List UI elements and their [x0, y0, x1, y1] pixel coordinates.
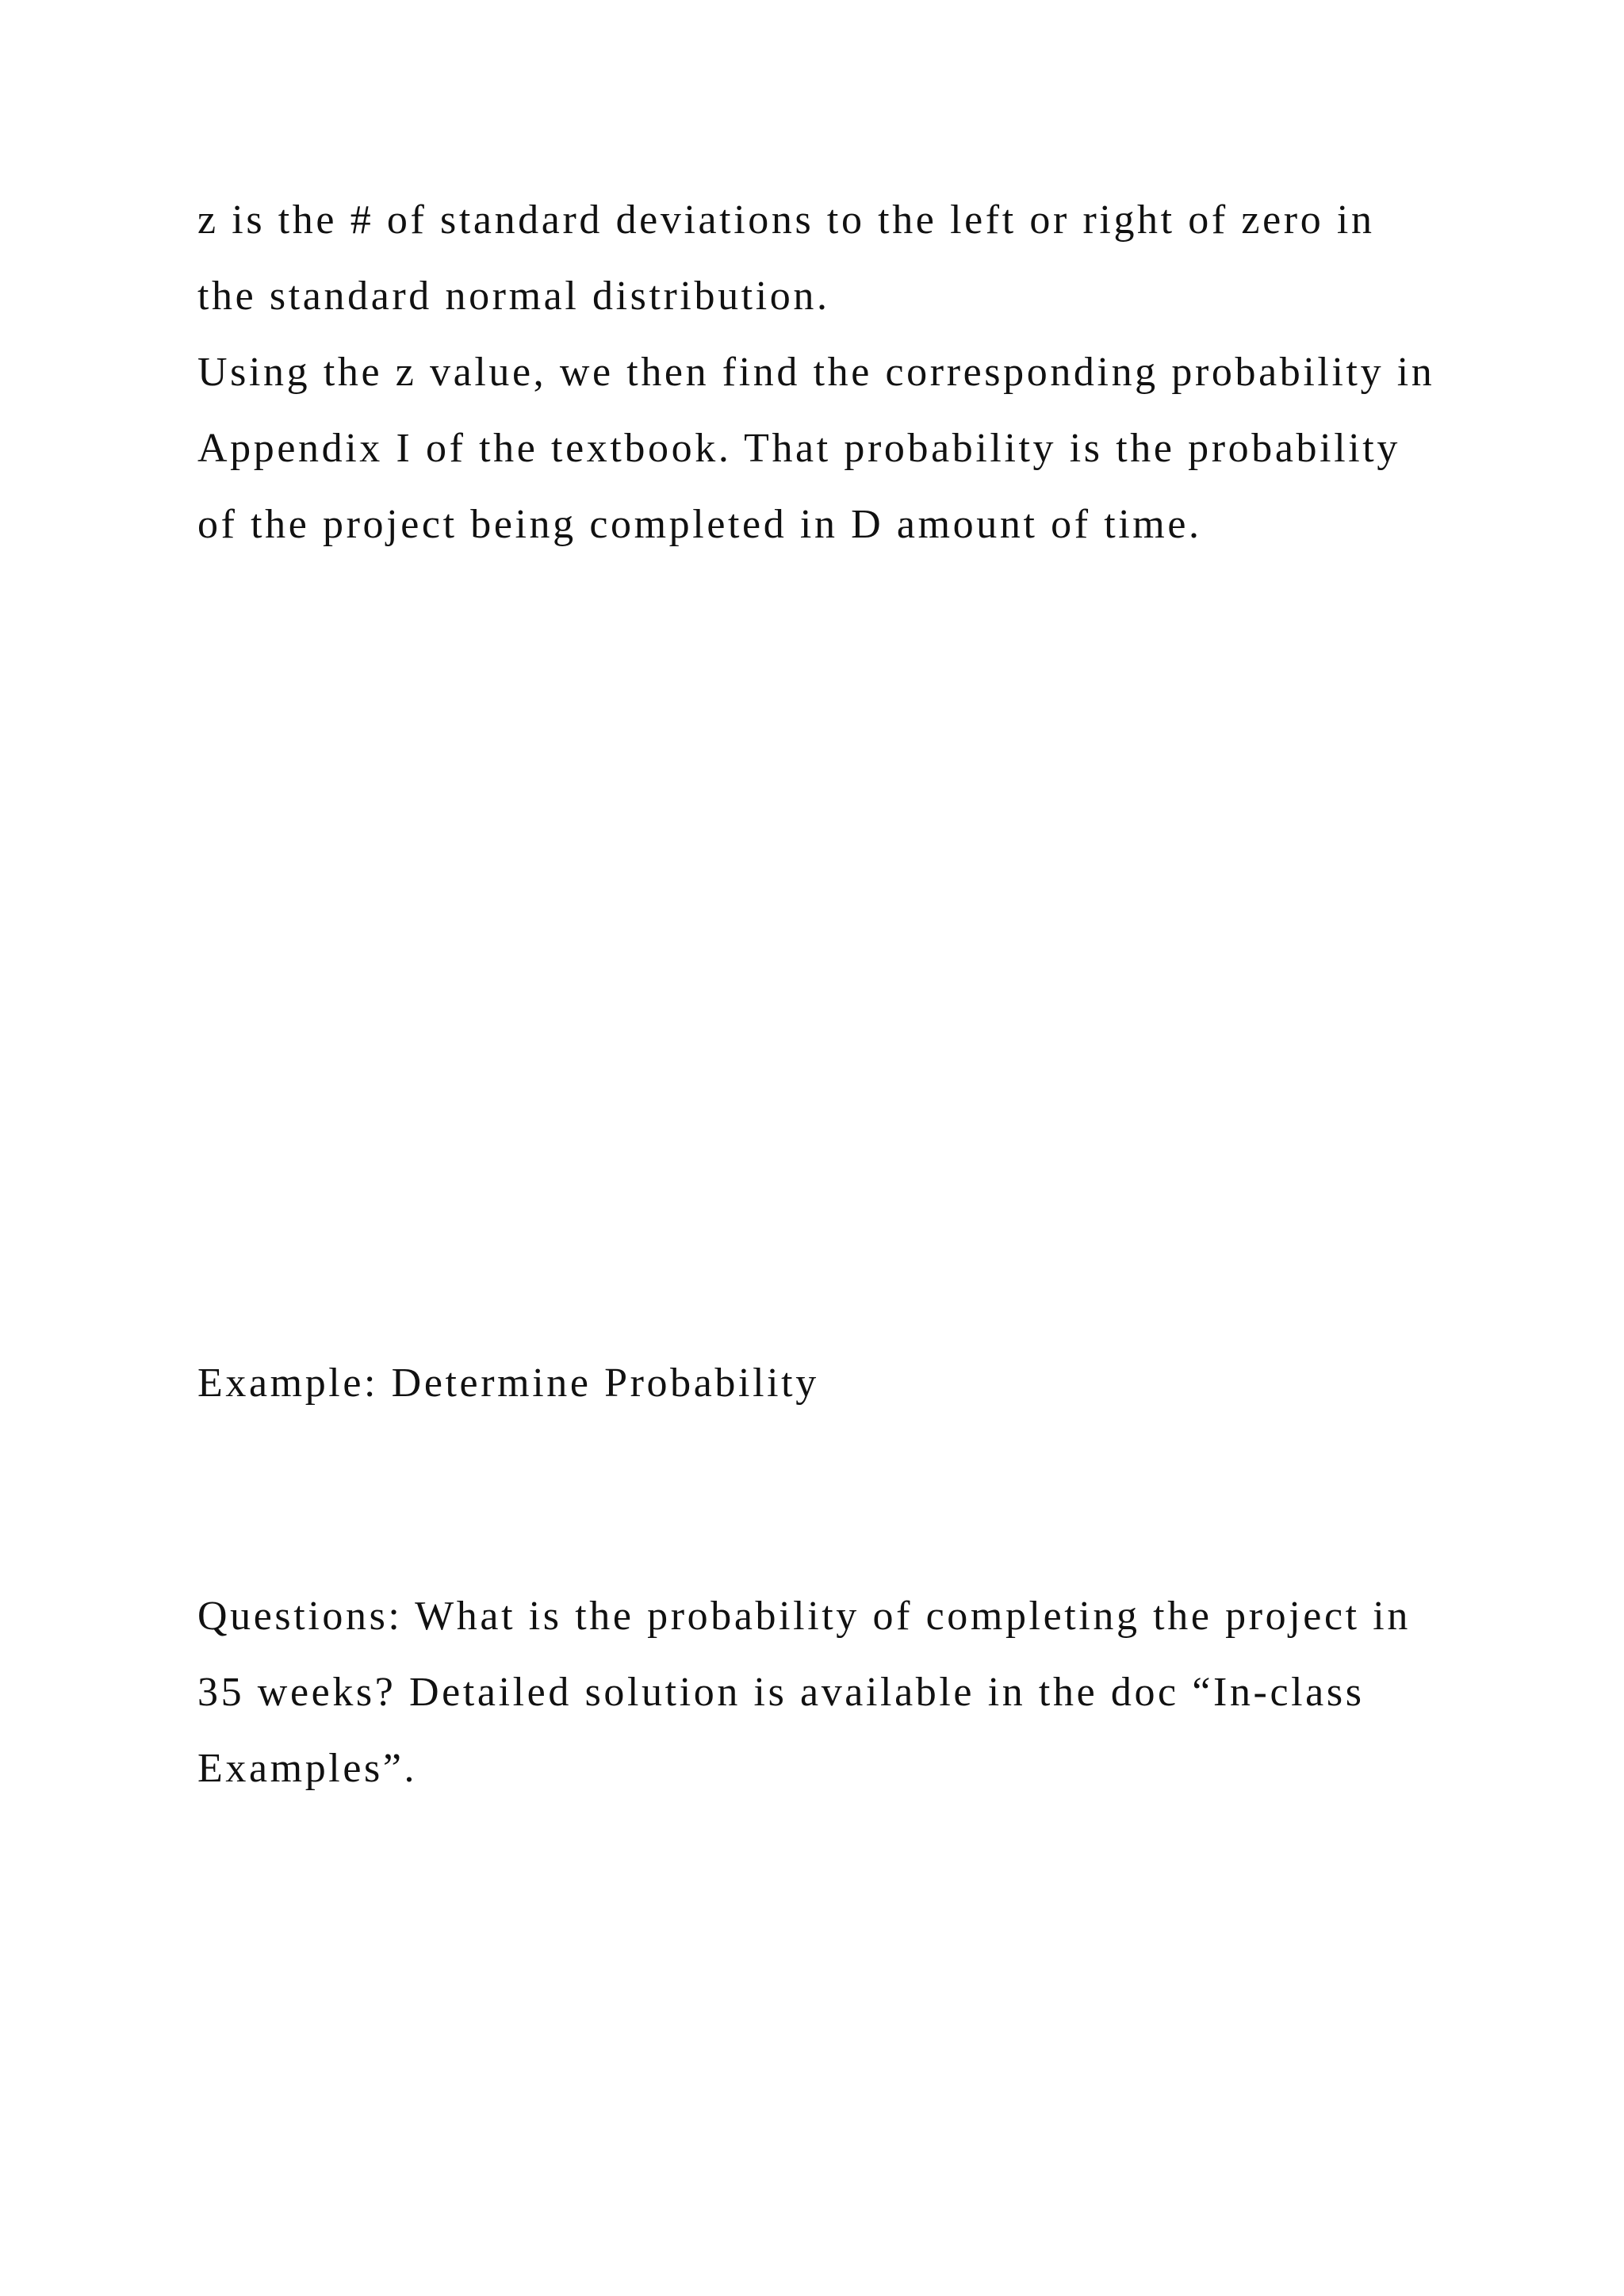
question-line-3: Examples”.	[197, 1746, 418, 1791]
question-line-1: Questions: What is the probability of completing the project in	[197, 1594, 1411, 1639]
example-heading: Example: Determine Probability	[197, 1360, 819, 1406]
probability-explanation-line-1: Using the z value, we then find the corresponding probability in	[197, 350, 1435, 395]
probability-explanation-line-2: Appendix I of the textbook. That probability is the probability	[197, 426, 1400, 471]
question-line-2: 35 weeks? Detailed solution is available in the doc “In-class	[197, 1670, 1365, 1715]
probability-explanation-line-3: of the project being completed in D amount of time.	[197, 502, 1202, 547]
z-definition-line-2: the standard normal distribution.	[197, 274, 830, 319]
z-definition-line-1: z is the # of standard deviations to the left or right of zero in	[197, 197, 1375, 243]
